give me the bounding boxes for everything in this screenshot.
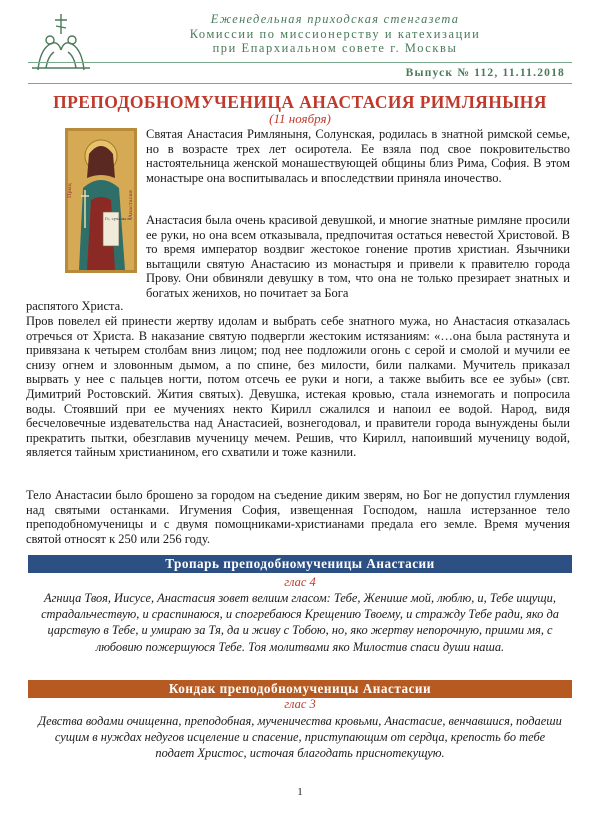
- article-title: ПРЕПОДОБНОМУЧЕНИЦА АНАСТАСИЯ РИМЛЯНЫНЯ: [53, 92, 547, 112]
- article-paragraph-1: Святая Анастасия Римляныня, Солунская, родилась в знатной римской семье, но в возрасте трех лет осиротела. Ее взяла под свое покровительство настоятельница женской монашествующей общины близ Рима, София. В этом монастыре она воспитывалась и впоследствии приняла иночество.: [146, 127, 570, 185]
- kontakion-heading: Кондак преподобномученицы Анастасии: [28, 680, 572, 698]
- troparion-text: Агница Твоя, Иисусе, Анастасия зовет велиим гласом: Тебе, Женише мой, люблю, и, Тебе ищущи, страдальчествую, и сраспинаюся, и спогребаюся Крещению Твоему, и стражду Тебе ради, яко да царствую в Тебе, и умираю за Тя, да и живу с Тобою, но, яко жертву непорочную, приими мя, с любовию пожершуюся Тебе. Тоя молитвами яко Милостив спаси души наша.: [41, 591, 559, 654]
- publisher-line-2: при Епархиальном совете г. Москвы: [212, 41, 458, 55]
- icon-scroll-text: Гс, сулѧ мѧ не: [105, 217, 132, 221]
- newsletter-title: Еженедельная приходская стенгазета: [210, 12, 460, 26]
- troparion-heading: Тропарь преподобномученицы Анастасии: [28, 555, 572, 573]
- article-paragraph-4: Тело Анастасии было брошено за городом на съедение диким зверям, но Бог не допустил глумления над святыми останками. Игумения София, извещенная Господом, нашла истерзанное тело преподобномученицы и с двумя помощниками-христианами предала его земле. Время мучения святой относят к 250 или 256 году.: [26, 488, 570, 546]
- article-paragraph-3: Пров повелел ей принести жертву идолам и выбрать себе знатного мужа, но Анастасия отказалась отречься от Христа. В наказание святую подвергли жестоким истязаниям: «…она была растянута и привязана к четырем столбам вниз лицом; под нее подложили огонь с серой и смолой и мучили ее снизу огнем и зловонным дымом, а по спине, без милости, били палками. Мучитель приказал вырвать у нее с пальцев ногти, потом отсечь ее руки и ноги, а также выбить все ее зубы» (свт. Димитрий Ростовский. Жития святых). Девушка, истекая кровью, стала изнемогать и попросила воды. Стоявший при ее мучениях некто Кирилл сжалился и напоил ее водой. Народ, видя бесчеловечные издевательства над Анастасией, вознегодовал, и правители города вынуждены были прекратить пытки, обезглавив мученицу мечем. Решив, что Кирилл, напоивший мученицу водой, является тайным христианином, его схватили и тоже казнили.: [26, 314, 570, 460]
- saint-icon-image: [65, 128, 137, 273]
- publisher-line: Комиссии по миссионерству и катехизации: [189, 27, 481, 41]
- kontakion-text: Девства водами очищенна, преподобная, мученичества кровьми, Анастасие, венчавшися, подаеши сущим в нуждах недугов исцеление и спасение, приступающим от сердца, крепость бо тебе подает Христос, источая благодать приснотекущую.: [38, 714, 562, 761]
- kontakion-tone: глас 3: [284, 697, 316, 711]
- troparion-tone: глас 4: [284, 575, 316, 589]
- header-rule-top: [28, 62, 572, 63]
- article-paragraph-2: Анастасия была очень красивой девушкой, и многие знатные римляне просили ее руки, но она всем отказывала, предпочитая остаться невестой Христовой. В то время император воздвиг жестокое гонение против христиан. Язычники вытащили святую Анастасию из монастыря и привели к правителю города Прову. Они обвиняли девушку в том, что она не только презирает знатных и богатых женихов, но почитает за Бога: [146, 213, 570, 300]
- page-number: 1: [297, 786, 303, 798]
- feast-date: (11 ноября): [269, 111, 331, 126]
- icon-label-right: Анастасия: [128, 190, 134, 218]
- icon-label-left: Прмц: [67, 183, 73, 198]
- article-paragraph-2-tail: распятого Христа.: [26, 299, 124, 313]
- issue-number: Выпуск № 112, 11.11.2018: [405, 67, 565, 79]
- header-rule-bottom: [28, 83, 572, 84]
